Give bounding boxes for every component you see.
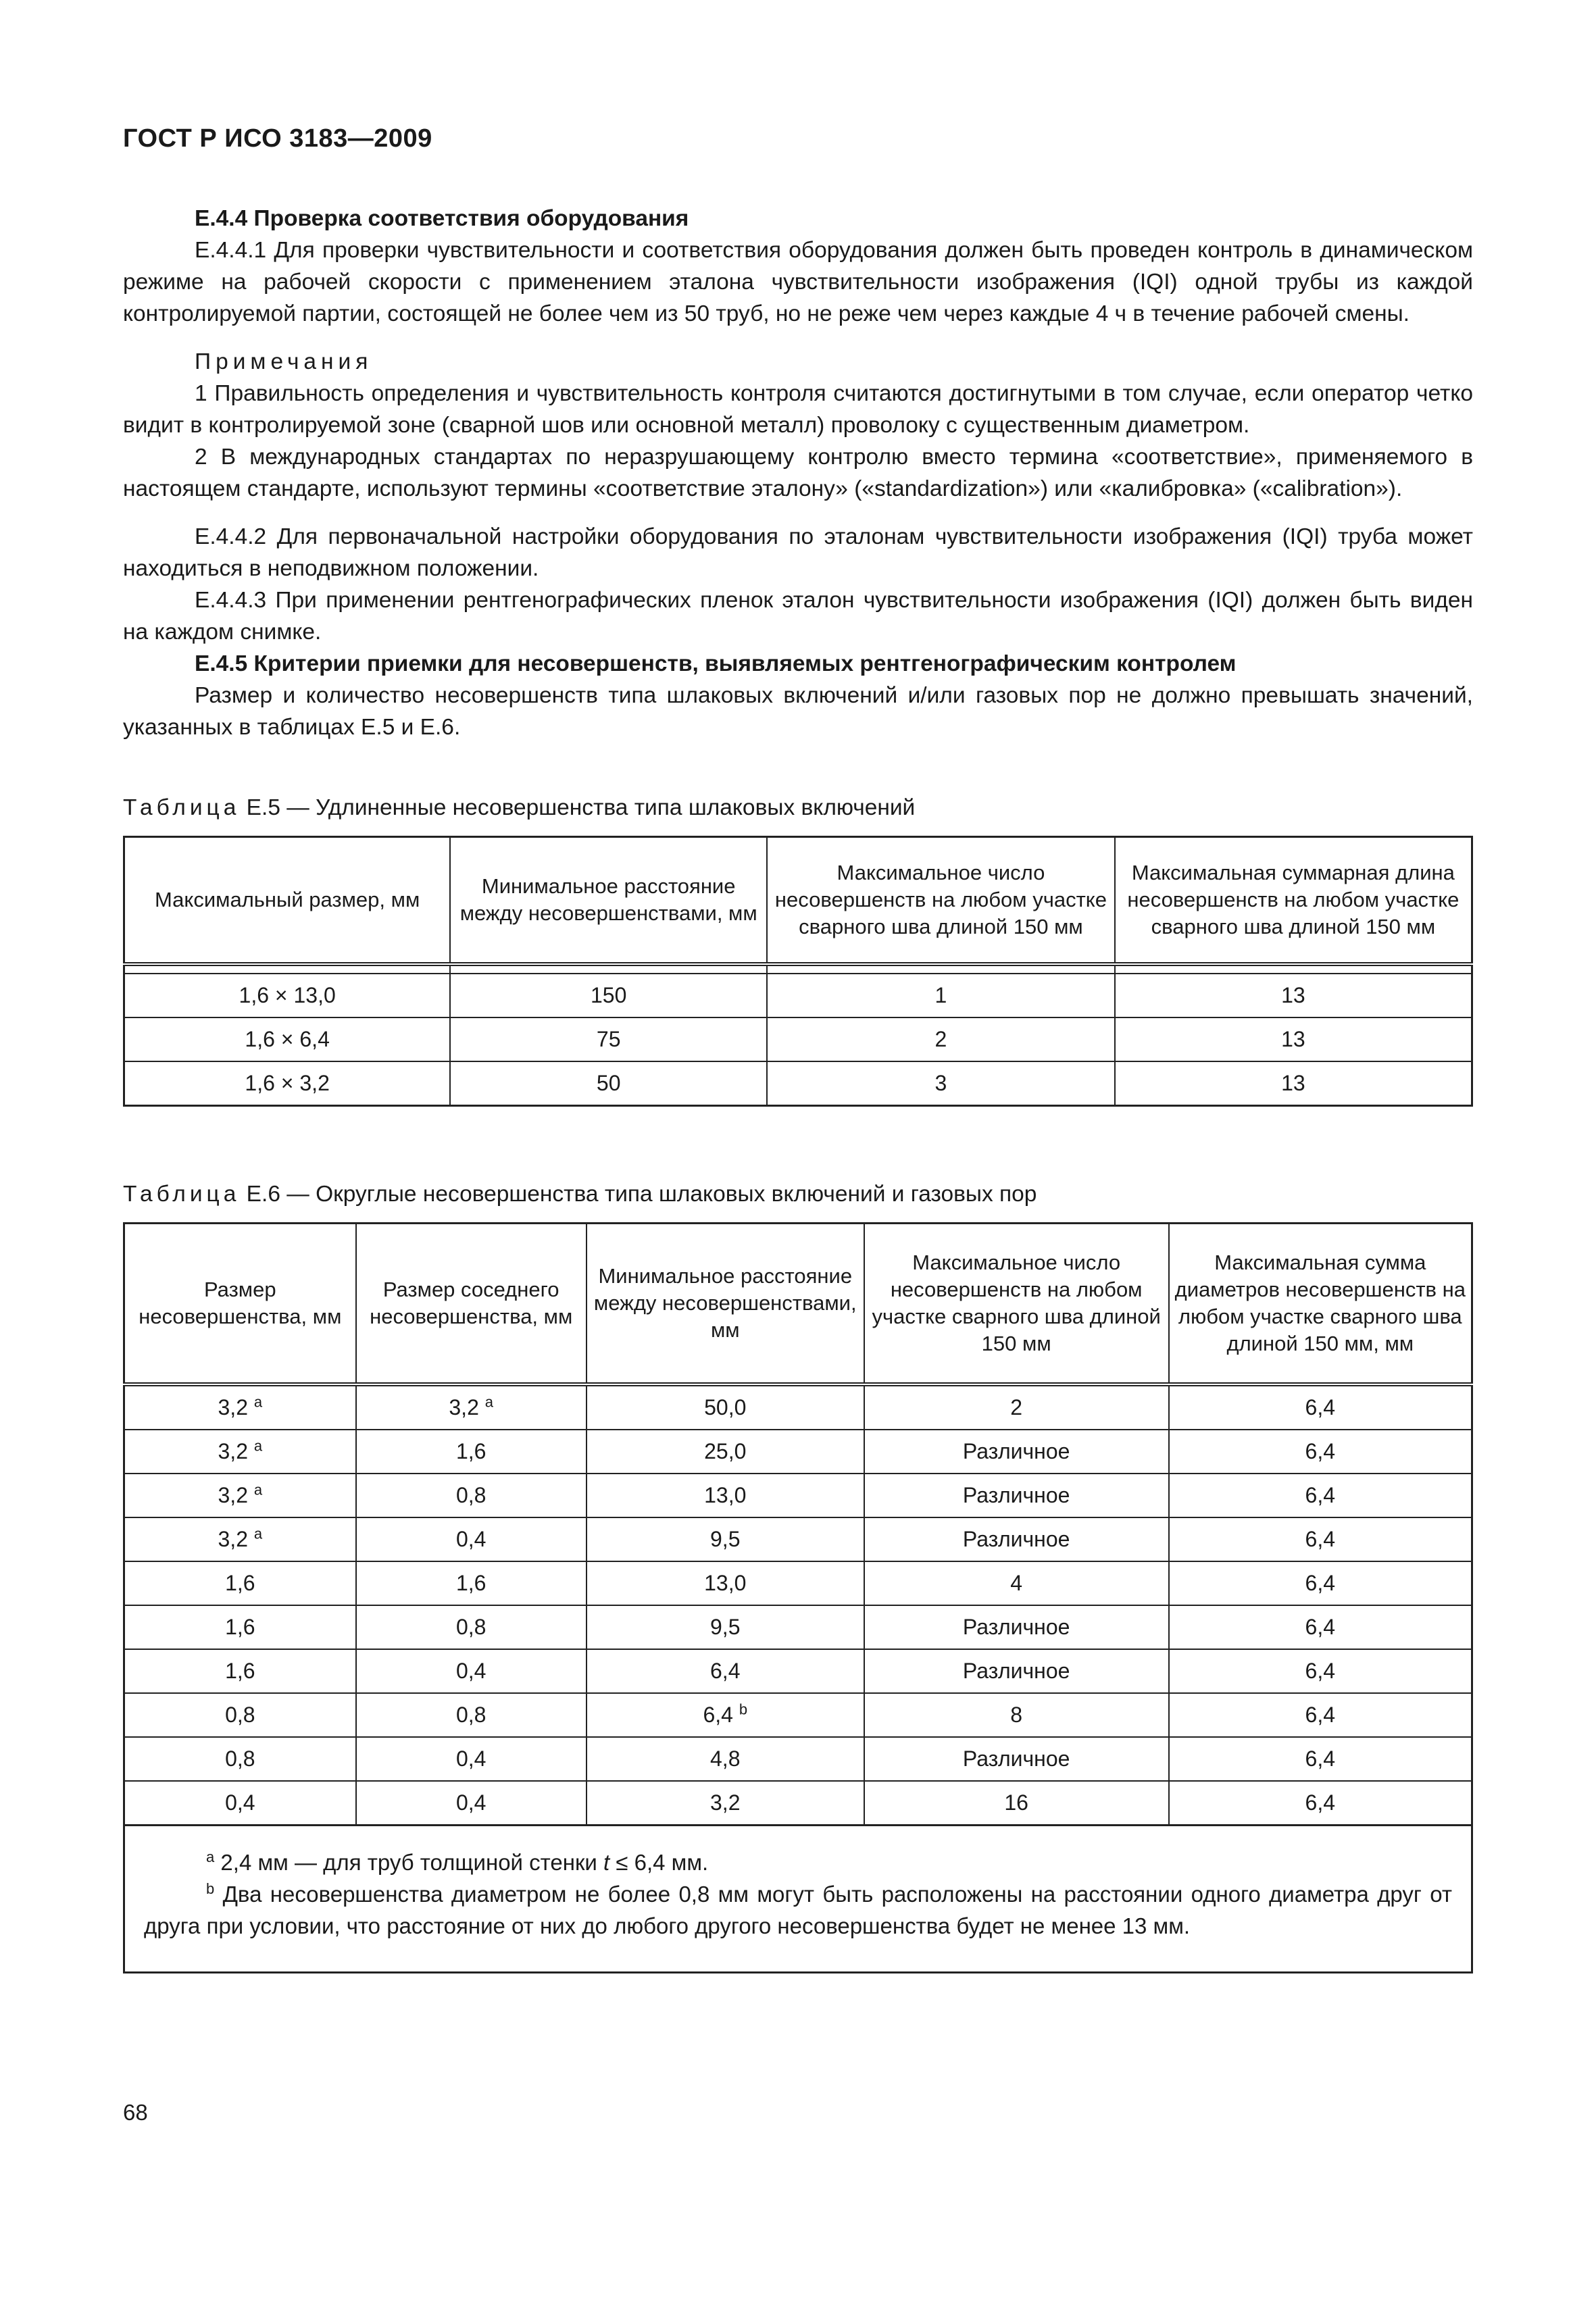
- footnote-b-text: Два несовершенства диаметром не более 0,8 мм могут быть расположены на расстоянии одного диаметра друг от друга при условии, что расстояние от них до любого другого несовершенства будет не менее 13 мм.: [144, 1882, 1453, 1938]
- table-row: [124, 1517, 1472, 1561]
- footnote-b: [144, 1878, 1452, 1942]
- table-cell: 9,5: [587, 1517, 864, 1561]
- table-cell: 13: [1115, 1017, 1472, 1061]
- notes-label: [123, 346, 1473, 378]
- table-cell: 1,6: [356, 1561, 587, 1605]
- table-row: [124, 1737, 1472, 1781]
- table-cell: 0,4: [356, 1781, 587, 1826]
- table-cell: 6,4: [1169, 1781, 1472, 1826]
- table-cell: 13,0: [587, 1561, 864, 1605]
- table-e5-caption: [123, 792, 1473, 824]
- table-cell: Различное: [864, 1430, 1169, 1474]
- table-cell: 1,6 × 13,0: [124, 974, 451, 1017]
- table-e5-caption-label: Таблица: [123, 795, 241, 820]
- table-cell: Различное: [864, 1737, 1169, 1781]
- table-e6-caption: [123, 1178, 1473, 1210]
- column-header: Максимальное число несовершенств на любом участке сварного шва длиной 150 мм: [864, 1224, 1169, 1385]
- table-cell: 13,0: [587, 1474, 864, 1517]
- table-e5: [123, 836, 1473, 1107]
- table-row: [124, 1474, 1472, 1517]
- table-row: [124, 1649, 1472, 1693]
- table-cell: 1,6: [356, 1430, 587, 1474]
- table-cell: 16: [864, 1781, 1169, 1826]
- table-cell: 1,6: [124, 1605, 356, 1649]
- paragraph-e441: Е.4.4.1 Для проверки чувствительности и соответствия оборудования должен быть проведен контроль в динамическом режиме на рабочей скорости с применением эталона чувствительности изображения (IQI) одной трубы из каждой контролируемой партии, состоящей не более чем из 50 труб, но не реже чем через каждые 4 ч в течение рабочей смены.: [123, 238, 1473, 326]
- column-header: Максимальная суммарная длина несовершенств на любом участке сварного шва длиной 150 мм: [1115, 837, 1472, 965]
- table-cell: 1,6: [124, 1649, 356, 1693]
- paragraph-e443: Е.4.4.3 При применении рентгенографических пленок эталон чувствительности изображения (IQI) должен быть виден на каждом снимке.: [123, 588, 1473, 645]
- table-row: [124, 1605, 1472, 1649]
- table-cell: Различное: [864, 1517, 1169, 1561]
- footnote-mark-a: a: [253, 1481, 263, 1499]
- table-cell: [356, 1384, 587, 1430]
- table-cell: [124, 1430, 356, 1474]
- table-cell: 0,8: [356, 1474, 587, 1517]
- footnote-mark-b: b: [739, 1701, 748, 1718]
- cell-value: 3,2: [449, 1395, 479, 1419]
- table-row: [124, 974, 1472, 1017]
- table-cell: 6,4: [1169, 1693, 1472, 1737]
- paragraph-e45: Размер и количество несовершенств типа шлаковых включений и/или газовых пор не должно превышать значений, указанных в таблицах Е.5 и Е.6.: [123, 683, 1473, 740]
- table-cell: 0,4: [124, 1781, 356, 1826]
- table-cell: 6,4: [1169, 1649, 1472, 1693]
- footnote-mark-a: a: [253, 1525, 263, 1542]
- table-row: [124, 1561, 1472, 1605]
- table-cell: 0,4: [356, 1649, 587, 1693]
- table-cell: [124, 1474, 356, 1517]
- table-cell: 0,8: [124, 1737, 356, 1781]
- table-footnotes: [124, 1826, 1472, 1973]
- table-cell: 6,4: [1169, 1517, 1472, 1561]
- table-cell: 0,8: [356, 1605, 587, 1649]
- table-cell: [587, 1693, 864, 1737]
- section-heading-e44: Е.4.4 Проверка соответствия оборудования: [195, 206, 689, 231]
- column-header: Размер соседнего несовершенства, мм: [356, 1224, 587, 1385]
- cell-value: 3,2: [218, 1527, 248, 1551]
- table-cell: 0,8: [356, 1693, 587, 1737]
- column-header: Максимальный размер, мм: [124, 837, 451, 965]
- column-header: Минимальное расстояние между несовершенствами, мм: [450, 837, 767, 965]
- column-header: Размер несовершенства, мм: [124, 1224, 356, 1385]
- table-row: [124, 1430, 1472, 1474]
- footnote-a-text-end: ≤ 6,4 мм.: [609, 1850, 709, 1875]
- footnote-mark-a: a: [253, 1393, 263, 1411]
- table-cell: 13: [1115, 1061, 1472, 1106]
- table-e5-caption-text: Е.5 — Удлиненные несовершенства типа шлаковых включений: [240, 795, 916, 820]
- footnote-a-text-start: 2,4 мм — для труб толщиной стенки: [220, 1850, 604, 1875]
- section-heading-e45: Е.4.5 Критерии приемки для несовершенств, выявляемых рентгенографическим контролем: [195, 651, 1237, 676]
- column-header: Максимальная сумма диаметров несовершенств на любом участке сварного шва длиной 150 мм, мм: [1169, 1224, 1472, 1385]
- table-cell: 13: [1115, 974, 1472, 1017]
- table-cell: [124, 1384, 356, 1430]
- column-header: Максимальное число несовершенств на любом участке сварного шва длиной 150 мм: [767, 837, 1115, 965]
- table-row: [124, 1693, 1472, 1737]
- document-header: ГОСТ Р ИСО 3183—2009: [123, 124, 432, 153]
- table-cell: 1,6 × 3,2: [124, 1061, 451, 1106]
- table-cell: 3,2: [587, 1781, 864, 1826]
- table-cell: 6,4: [587, 1649, 864, 1693]
- table-cell: 150: [450, 974, 767, 1017]
- table-e6-caption-label: Таблица: [123, 1182, 241, 1207]
- table-footnotes-row: [124, 1826, 1472, 1973]
- note-1: 1 Правильность определения и чувствительность контроля считаются достигнутыми в том случае, если оператор четко видит в контролируемой зоне (сварной шов или основной металл) проволоку с существенным диаметром.: [123, 381, 1473, 438]
- table-cell: 1,6: [124, 1561, 356, 1605]
- cell-value: 3,2: [218, 1439, 248, 1463]
- table-cell: 6,4: [1169, 1561, 1472, 1605]
- cell-value: 3,2: [218, 1395, 248, 1419]
- table-cell: [124, 1517, 356, 1561]
- table-cell: 2: [767, 1017, 1115, 1061]
- table-cell: 6,4: [1169, 1737, 1472, 1781]
- table-cell: 50: [450, 1061, 767, 1106]
- table-e6-caption-text: Е.6 — Округлые несовершенства типа шлаковых включений и газовых пор: [240, 1182, 1037, 1207]
- table-cell: 0,4: [356, 1737, 587, 1781]
- table-cell: 4: [864, 1561, 1169, 1605]
- table-cell: 4,8: [587, 1737, 864, 1781]
- table-header-row: [124, 837, 1472, 965]
- paragraph-e442: Е.4.4.2 Для первоначальной настройки оборудования по эталонам чувствительности изображения (IQI) труба может находиться в неподвижном положении.: [123, 524, 1473, 581]
- table-cell: 0,4: [356, 1517, 587, 1561]
- footnote-mark-a: a: [253, 1437, 263, 1455]
- table-cell: 6,4: [1169, 1605, 1472, 1649]
- table-cell: 1: [767, 974, 1115, 1017]
- table-cell: 75: [450, 1017, 767, 1061]
- table-cell: 9,5: [587, 1605, 864, 1649]
- table-row: [124, 1781, 1472, 1826]
- footnote-a-variable: t: [603, 1850, 610, 1875]
- notes-label-text: Примечания: [195, 349, 373, 374]
- page-number: 68: [123, 2100, 148, 2125]
- table-cell: Различное: [864, 1649, 1169, 1693]
- footnote-mark-b: b: [206, 1880, 215, 1897]
- table-row: [124, 1017, 1472, 1061]
- footnote-mark-a: a: [484, 1393, 493, 1411]
- footnote-a: [144, 1846, 1452, 1878]
- table-cell: 0,8: [124, 1693, 356, 1737]
- table-row: [124, 1061, 1472, 1106]
- page-content: [123, 203, 1473, 1973]
- column-header: Минимальное расстояние между несовершенствами, мм: [587, 1224, 864, 1385]
- note-2: 2 В международных стандартах по неразрушающему контролю вместо термина «соответствие», применяемого в настоящем стандарте, используют термины «соответствие эталону» («standardization») или «калибровка» («calibration»).: [123, 445, 1473, 501]
- table-cell: 8: [864, 1693, 1169, 1737]
- table-cell: 6,4: [1169, 1474, 1472, 1517]
- cell-value: 6,4: [703, 1703, 733, 1727]
- table-cell: 6,4: [1169, 1384, 1472, 1430]
- table-cell: 2: [864, 1384, 1169, 1430]
- table-cell: Различное: [864, 1605, 1169, 1649]
- table-spacer-row: [124, 964, 1472, 974]
- table-cell: Различное: [864, 1474, 1169, 1517]
- table-header-row: [124, 1224, 1472, 1385]
- table-e6: [123, 1222, 1473, 1973]
- table-cell: 6,4: [1169, 1430, 1472, 1474]
- table-cell: 1,6 × 6,4: [124, 1017, 451, 1061]
- table-row: [124, 1384, 1472, 1430]
- table-cell: 25,0: [587, 1430, 864, 1474]
- footnote-mark-a: a: [206, 1848, 215, 1865]
- cell-value: 3,2: [218, 1483, 248, 1507]
- table-cell: 50,0: [587, 1384, 864, 1430]
- table-cell: 3: [767, 1061, 1115, 1106]
